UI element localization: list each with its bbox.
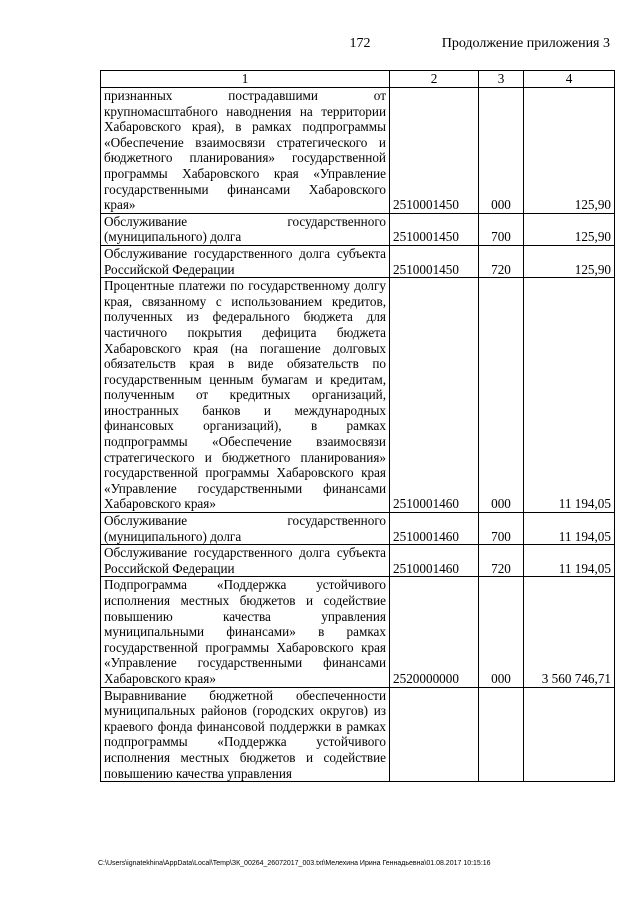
row-sum: 3 560 746,71	[524, 577, 615, 687]
row-name: Подпрограмма «Поддержка устойчивого исполнения местных бюджетов и содействие повышению качества управления муниципальными финансами» в рамках государственной программы Хабаровского края «Управление государственными финансами Хабаровского края»	[101, 577, 390, 687]
continuation-label: Продолжение приложения 3	[441, 36, 610, 51]
table-row	[101, 577, 615, 687]
row-code: 2510001450	[390, 245, 479, 277]
row-code: 2510001460	[390, 545, 479, 577]
row-sum	[524, 687, 615, 782]
row-expense-type: 720	[479, 545, 524, 577]
column-number: 4	[524, 71, 615, 88]
row-name: Выравнивание бюджетной обеспеченности муниципальных районов (городских округов) из краевого фонда финансовой поддержки в рамках подпрограммы «Поддержка устойчивого исполнения местных бюджетов и содействие повышению качества управления	[101, 687, 390, 782]
row-expense-type: 000	[479, 88, 524, 214]
row-code: 2510001450	[390, 213, 479, 245]
row-expense-type: 720	[479, 245, 524, 277]
row-code: 2510001450	[390, 88, 479, 214]
column-number: 2	[390, 71, 479, 88]
table-row	[101, 88, 615, 214]
row-expense-type: 000	[479, 577, 524, 687]
budget-table	[100, 70, 615, 782]
row-sum: 125,90	[524, 88, 615, 214]
table-row	[101, 213, 615, 245]
row-sum: 125,90	[524, 213, 615, 245]
row-sum: 11 194,05	[524, 278, 615, 513]
row-expense-type: 000	[479, 278, 524, 513]
row-code: 2520000000	[390, 577, 479, 687]
column-numbers-row	[101, 71, 615, 88]
row-code	[390, 687, 479, 782]
row-sum: 11 194,05	[524, 513, 615, 545]
row-sum: 125,90	[524, 245, 615, 277]
row-sum: 11 194,05	[524, 545, 615, 577]
row-name: Обслуживание государственного долга субъекта Российской Федерации	[101, 545, 390, 577]
row-name: Обслуживание государственного долга субъекта Российской Федерации	[101, 245, 390, 277]
column-number: 3	[479, 71, 524, 88]
footer-file-path: C:\Users\ignatekhina\AppData\Local\Temp\ЗК_00264_26072017_003.txt\Мелехина Ирина Геннадьевна\01.08.2017 10:15:16	[98, 860, 491, 867]
row-code: 2510001460	[390, 513, 479, 545]
row-name: признанных пострадавшими от крупномасштабного наводнения на территории Хабаровского края), в рамках подпрограммы «Обеспечение взаимосвязи стратегического и бюджетного планирования» государственной программы Хабаровского края «Управление государственными финансами Хабаровского края»	[101, 88, 390, 214]
row-name: Обслуживание государственного (муниципального) долга	[101, 213, 390, 245]
row-expense-type	[479, 687, 524, 782]
table-row	[101, 687, 615, 782]
row-code: 2510001460	[390, 278, 479, 513]
row-name: Обслуживание государственного (муниципального) долга	[101, 513, 390, 545]
table-row	[101, 545, 615, 577]
page-number: 172	[349, 36, 371, 51]
table-row	[101, 513, 615, 545]
row-name: Процентные платежи по государственному долгу края, связанному с использованием кредитов, полученных из федерального бюджета для частичного покрытия дефицита бюджета Хабаровского края (на погашение долговых обязательств края в виде обязательств по государственным ценным бумагам и кредитам, полученным от кредитных организаций, иностранных банков и международных финансовых организаций), в рамках подпрограммы «Обеспечение взаимосвязи стратегического и бюджетного планирования» государственной программы Хабаровского края «Управление государственными финансами Хабаровского края»	[101, 278, 390, 513]
table-row	[101, 278, 615, 513]
table-row	[101, 245, 615, 277]
row-expense-type: 700	[479, 213, 524, 245]
column-number: 1	[101, 71, 390, 88]
row-expense-type: 700	[479, 513, 524, 545]
